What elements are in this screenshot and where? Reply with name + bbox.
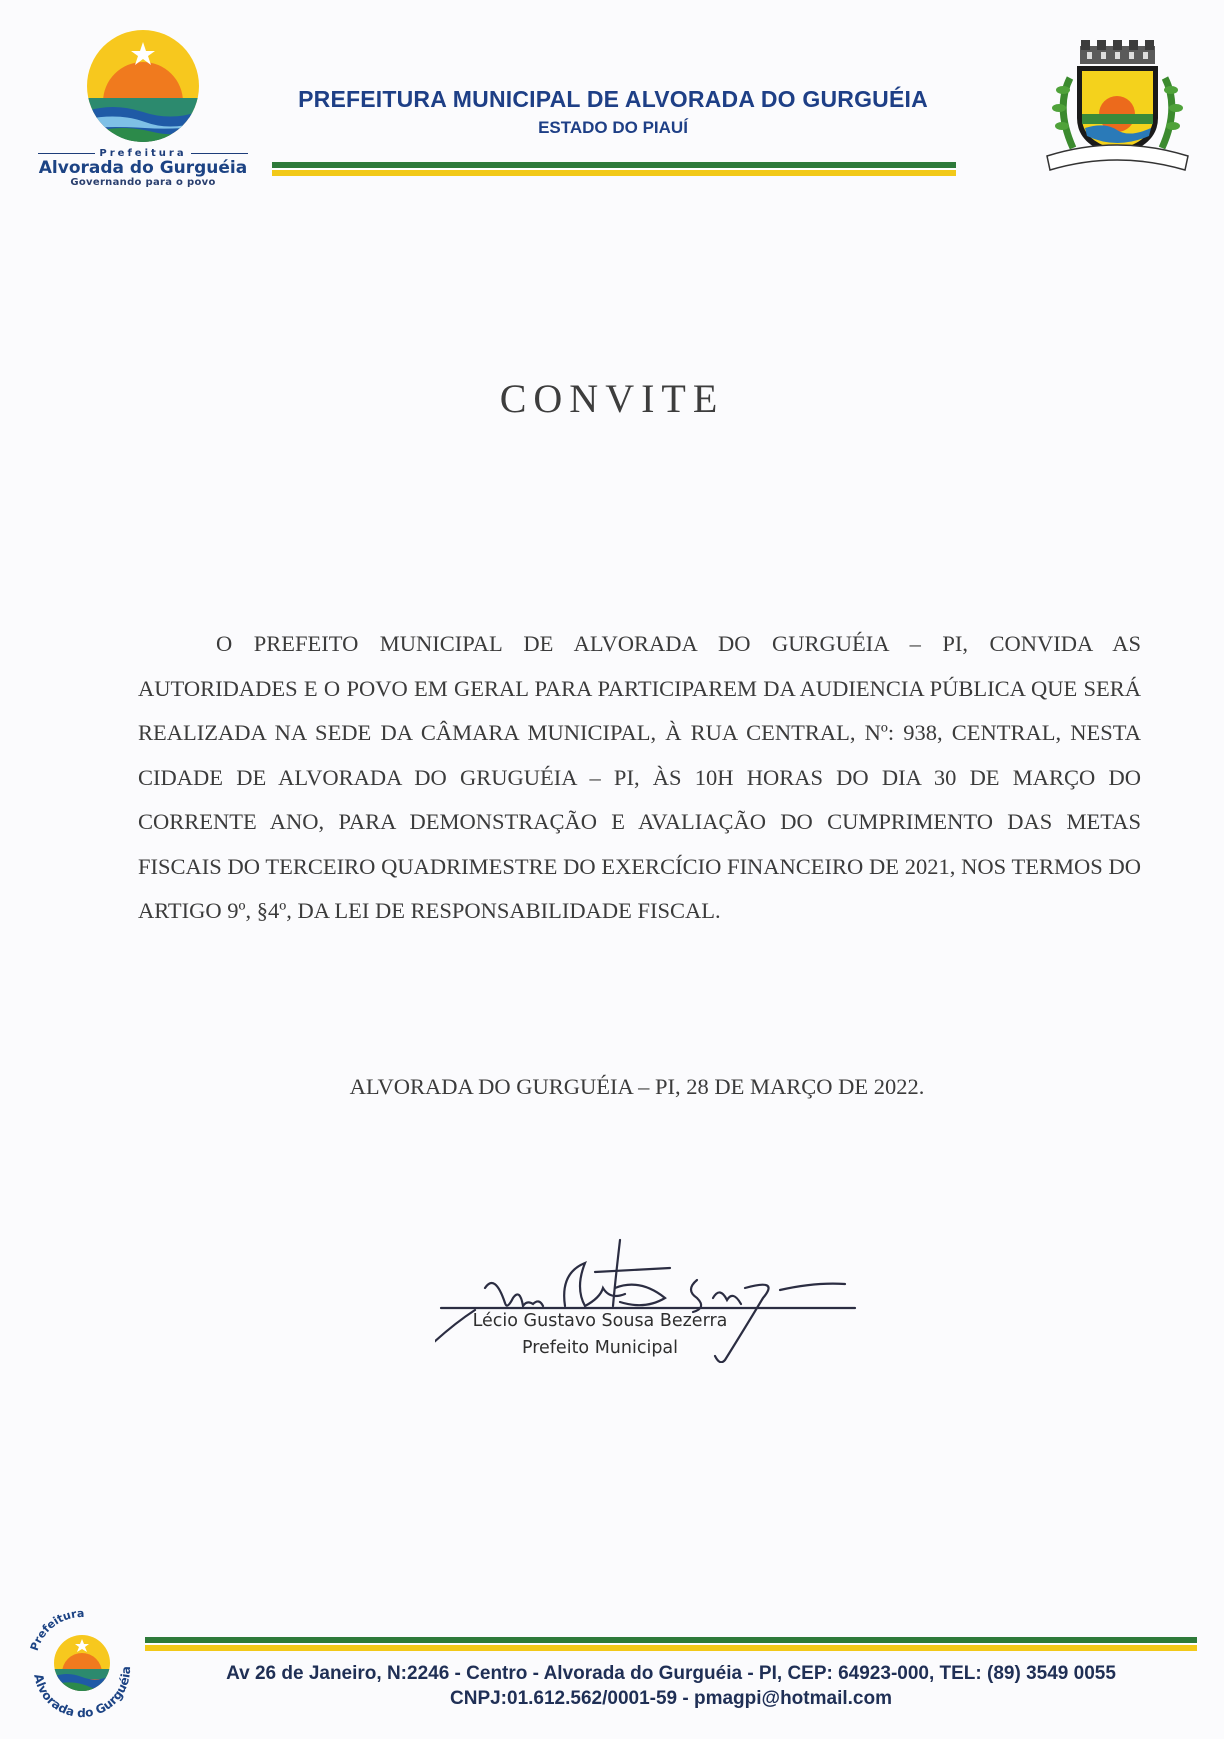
prefeitura-logo	[38, 28, 248, 193]
logo-name: Alvorada do Gurguéia	[38, 158, 248, 178]
footer-address: Av 26 de Janeiro, N:2246 - Centro - Alvorada do Gurguéia - PI, CEP: 64923-000, TEL: (89) 3549 0055	[226, 1663, 1116, 1684]
footer-logo	[22, 1603, 142, 1723]
coat-of-arms-icon	[1045, 38, 1190, 178]
header-divider	[272, 162, 956, 176]
svg-text:Prefeitura: Prefeitura	[27, 1606, 85, 1653]
logo-prefix: Prefeitura	[38, 148, 248, 159]
logo-slogan: Governando para o povo	[70, 177, 216, 188]
svg-text:Alvorada do Gurguéia: Alvorada do Gurguéia	[31, 1665, 134, 1721]
signer-name: Lécio Gustavo Sousa Bezerra	[472, 1311, 728, 1331]
footer-cnpj-email: CNPJ:01.612.562/0001-59 - pmagpi@hotmail.com	[450, 1688, 892, 1709]
invitation-body: O PREFEITO MUNICIPAL DE ALVORADA DO GURGUÉIA – PI, CONVIDA AS AUTORIDADES E O POVO EM GERAL PARA PARTICIPAREM DA AUDIENCIA PÚBLICA QUE SERÁ REALIZADA NA SEDE DA CÂMARA MUNICIPAL, À RUA CENTRAL, Nº: 938, CENTRAL, NESTA CIDADE DE ALVORADA DO GRUGUÉIA – PI, ÀS 10H HORAS DO DIA 30 DE MARÇO DO CORRENTE ANO, PARA DEMONSTRAÇÃO E AVALIAÇÃO DO CUMPRIMENTO DAS METAS FISCAIS DO TERCEIRO QUADRIMESTRE DO EXERCÍCIO FINANCEIRO DE 2021, NOS TERMOS DO ARTIGO 9º, §4º, DA LEI DE RESPONSABILIDADE FISCAL.	[138, 631, 1141, 923]
signer-role: Prefeito Municipal	[521, 1338, 679, 1358]
document-title: CONVITE	[499, 376, 725, 421]
header-title: PREFEITURA MUNICIPAL DE ALVORADA DO GURGUÉIA	[298, 86, 928, 112]
place-and-date: ALVORADA DO GURGUÉIA – PI, 28 DE MARÇO DE 2022.	[349, 1074, 925, 1099]
footer-seal-icon	[22, 1603, 142, 1723]
footer-divider	[145, 1637, 1197, 1651]
header-subtitle: ESTADO DO PIAUÍ	[538, 118, 688, 137]
sunrise-logo-icon	[83, 28, 203, 146]
municipal-crest	[1045, 38, 1190, 178]
